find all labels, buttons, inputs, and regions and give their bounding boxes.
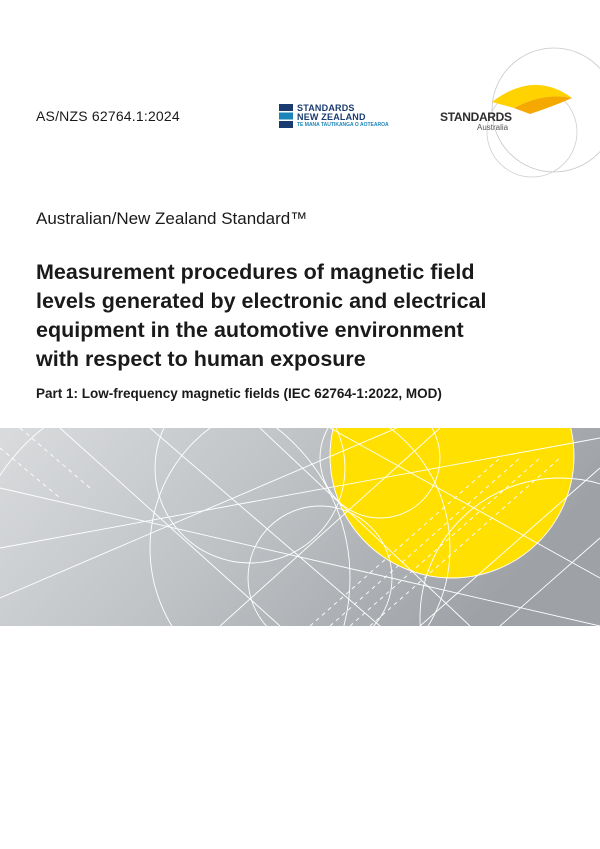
snz-logo-line3: TE MANA TAUTIKANGA O AOTEAROA <box>297 122 389 128</box>
standard-number: AS/NZS 62764.1:2024 <box>36 108 180 124</box>
snz-mark-icon <box>279 104 293 128</box>
title-line: levels generated by electronic and electrical <box>36 289 487 313</box>
sa-logo-sub: Australia <box>477 123 509 132</box>
snz-logo-line2: NEW ZEALAND <box>297 112 366 122</box>
title-line: equipment in the automotive environment <box>36 318 464 342</box>
document-title <box>36 258 576 374</box>
standard-type: Australian/New Zealand Standard™ <box>36 209 308 228</box>
standards-new-zealand-logo <box>279 104 389 128</box>
cover-graphic <box>0 428 600 626</box>
document-subtitle: Part 1: Low-frequency magnetic fields (IEC 62764-1:2022, MOD) <box>36 386 442 401</box>
sa-logo-word: STANDARDS <box>440 110 512 124</box>
snz-logo-line1: STANDARDS <box>297 103 355 113</box>
title-line: with respect to human exposure <box>36 347 366 371</box>
title-line: Measurement procedures of magnetic field <box>36 260 475 284</box>
